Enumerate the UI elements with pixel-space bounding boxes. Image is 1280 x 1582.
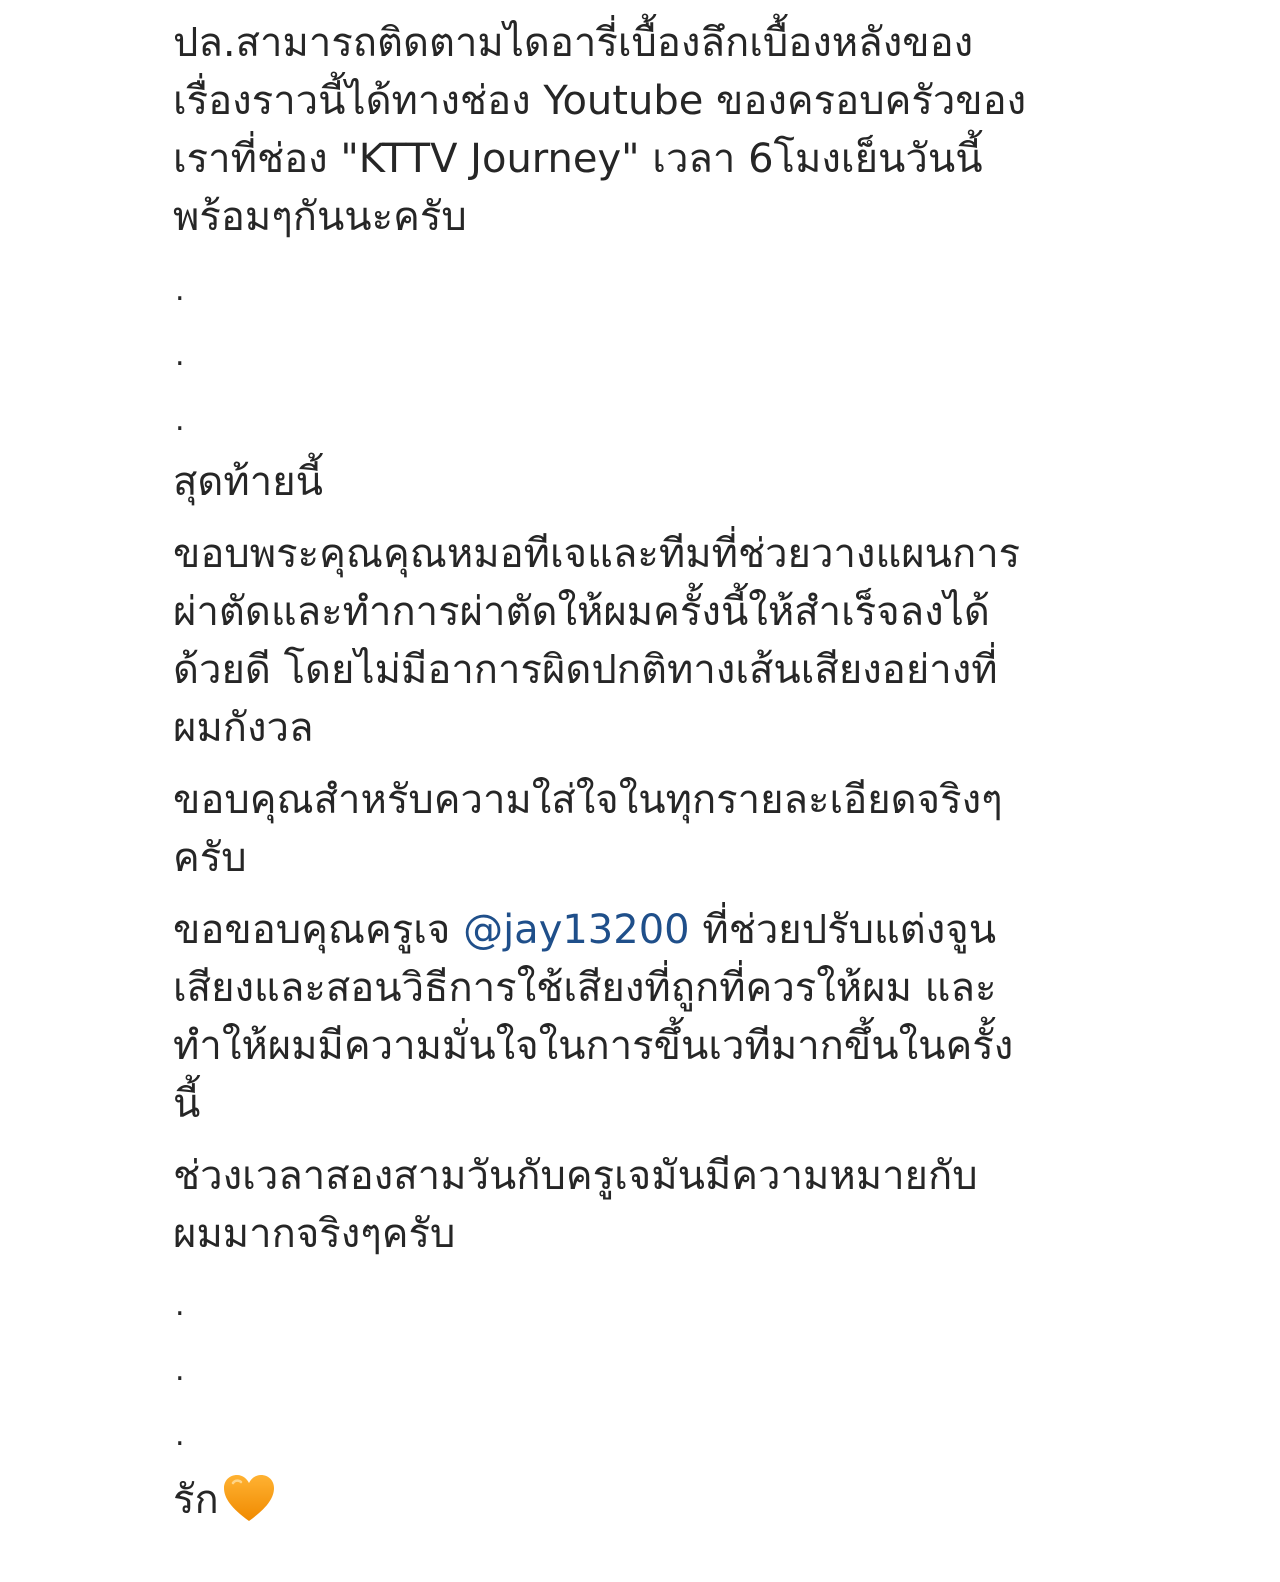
caption-line: ผมกังวล: [173, 705, 314, 751]
dot-separator: .: [175, 273, 185, 308]
caption-line: ขอบพระคุณคุณหมอทีเจและทีมที่ช่วยวางแผนการ: [173, 531, 1021, 577]
dot-separator: .: [175, 338, 185, 373]
caption-text: ขอขอบคุณครูเจ: [173, 907, 464, 953]
caption-line: ช่วงเวลาสองสามวันกับครูเจมันมีความหมายกับ: [173, 1153, 978, 1199]
caption-line: เราที่ช่อง "KTTV Journey" เวลา 6โมงเย็นวันนี้: [173, 136, 983, 182]
closing-line: [173, 1468, 1123, 1532]
paragraph-thanks-teacher: [173, 901, 1123, 1133]
caption-line: นี้: [173, 1081, 201, 1127]
caption-line: ด้วยดี โดยไม่มีอาการผิดปกติทางเส้นเสียงอย่างที่: [173, 647, 998, 693]
caption-heading: สุดท้ายนี้: [173, 459, 323, 505]
paragraph-thanks-doctor: [173, 525, 1123, 757]
dot-separator: .: [175, 1353, 185, 1388]
caption-line: เสียงและสอนวิธีการใช้เสียงที่ถูกที่ควรให้ผม และ: [173, 965, 997, 1011]
post-caption: [173, 14, 1123, 1532]
dot-separator: .: [175, 1418, 185, 1453]
paragraph-youtube-note: [173, 14, 1123, 246]
caption-line: ผ่าตัดและทำการผ่าตัดให้ผมครั้งนี้ให้สำเร็จลงได้: [173, 589, 990, 635]
caption-line: พร้อมๆกันนะครับ: [173, 194, 467, 240]
mention-link[interactable]: @jay13200: [463, 907, 690, 953]
orange-heart-icon: [221, 1471, 277, 1527]
caption-line: ครับ: [173, 835, 247, 881]
caption-line: ปล.สามารถติดตามไดอารี่เบื้องลึกเบื้องหลังของ: [173, 20, 974, 66]
caption-text: ที่ช่วยปรับแต่งจูน: [689, 907, 997, 953]
dot-separator: .: [175, 403, 185, 438]
caption-line: ทำให้ผมมีความมั่นใจในการขึ้นเวทีมากขึ้นในครั้ง: [173, 1023, 1014, 1069]
caption-line: ขอบคุณสำหรับความใส่ใจในทุกรายละเอียดจริงๆ: [173, 777, 1003, 823]
caption-line: เรื่องราวนี้ได้ทางช่อง Youtube ของครอบครัวของ: [173, 78, 1027, 124]
paragraph-time-together: [173, 1147, 1123, 1263]
caption-line: [173, 901, 1123, 959]
caption-line: ผมมากจริงๆครับ: [173, 1211, 456, 1257]
closing-text: รัก: [173, 1477, 219, 1523]
dot-separator: .: [175, 1288, 185, 1323]
paragraph-thanks-attention: [173, 771, 1123, 887]
